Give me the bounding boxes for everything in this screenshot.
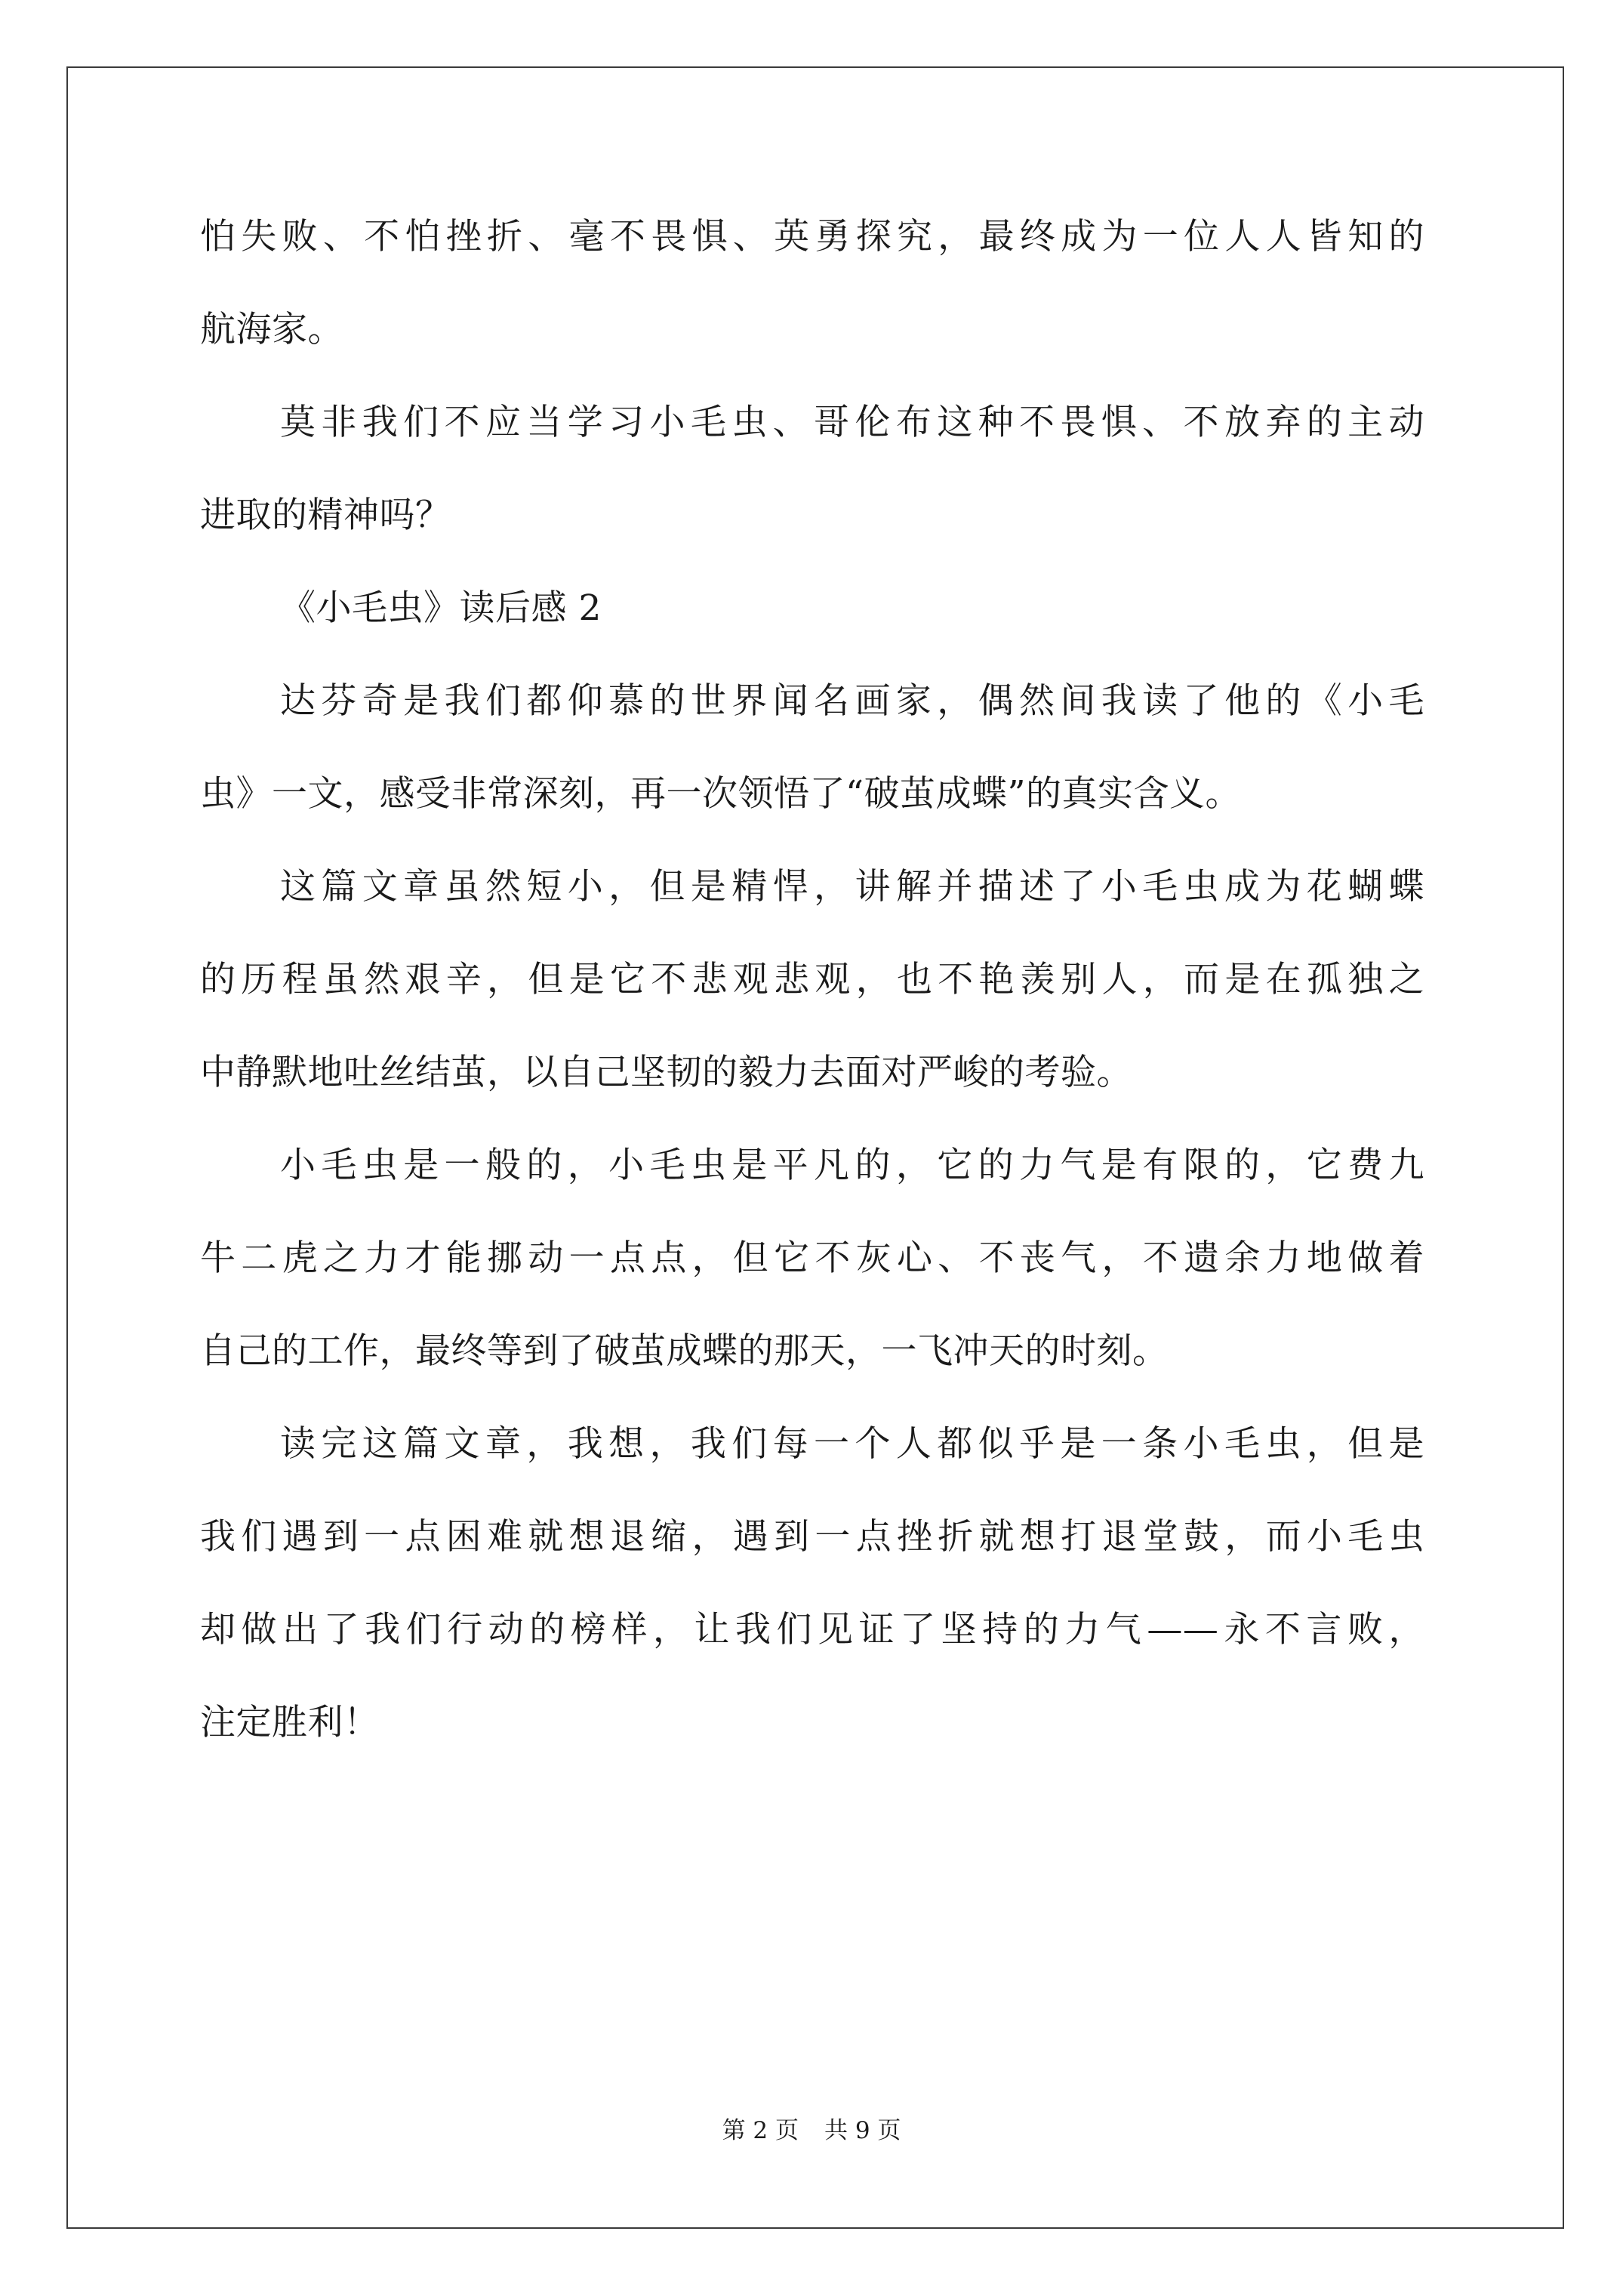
text-line: 的历程虽然艰辛，但是它不悲观悲观，也不艳羡别人，而是在孤独之: [200, 959, 1424, 1000]
section-heading: 《小毛虫》读后感 2: [280, 587, 602, 629]
text-line: 虫》一文，感受非常深刻，再一次领悟了“破茧成蝶”的真实含义。: [200, 773, 1242, 815]
text-line: 读完这篇文章，我想，我们每一个人都似乎是一条小毛虫，但是: [280, 1423, 1424, 1465]
text-line: 达芬奇是我们都仰慕的世界闻名画家，偶然间我读了他的《小毛: [280, 680, 1424, 722]
text-line: 这篇文章虽然短小，但是精悍，讲解并描述了小毛虫成为花蝴蝶: [280, 866, 1424, 908]
text-line: 注定胜利！: [200, 1702, 380, 1743]
text-line: 自己的工作，最终等到了破茧成蝶的那天，一飞冲天的时刻。: [200, 1330, 1169, 1372]
text-line: 牛二虎之力才能挪动一点点，但它不灰心、不丧气，不遗余力地做着: [200, 1237, 1424, 1279]
text-line: 航海家。: [200, 309, 343, 350]
text-line: 怕失败、不怕挫折、毫不畏惧、英勇探究，最终成为一位人人皆知的: [200, 216, 1424, 257]
text-line: 小毛虫是一般的，小毛虫是平凡的，它的力气是有限的，它费九: [280, 1145, 1424, 1186]
document-body: [200, 190, 1424, 1769]
text-line: 中静默地吐丝结茧，以自己坚韧的毅力去面对严峻的考验。: [200, 1052, 1132, 1093]
text-line: 进取的精神吗？: [200, 495, 451, 536]
page-number: 第 2 页: [722, 2117, 799, 2144]
text-line: 我们遇到一点困难就想退缩，遇到一点挫折就想打退堂鼓，而小毛虫: [200, 1516, 1424, 1558]
page-footer: [0, 2111, 1623, 2145]
text-line: 莫非我们不应当学习小毛虫、哥伦布这种不畏惧、不放弃的主动: [280, 402, 1424, 443]
page-total: 共 9 页: [824, 2117, 901, 2144]
text-line: 却做出了我们行动的榜样，让我们见证了坚持的力气——永不言败，: [200, 1609, 1424, 1650]
